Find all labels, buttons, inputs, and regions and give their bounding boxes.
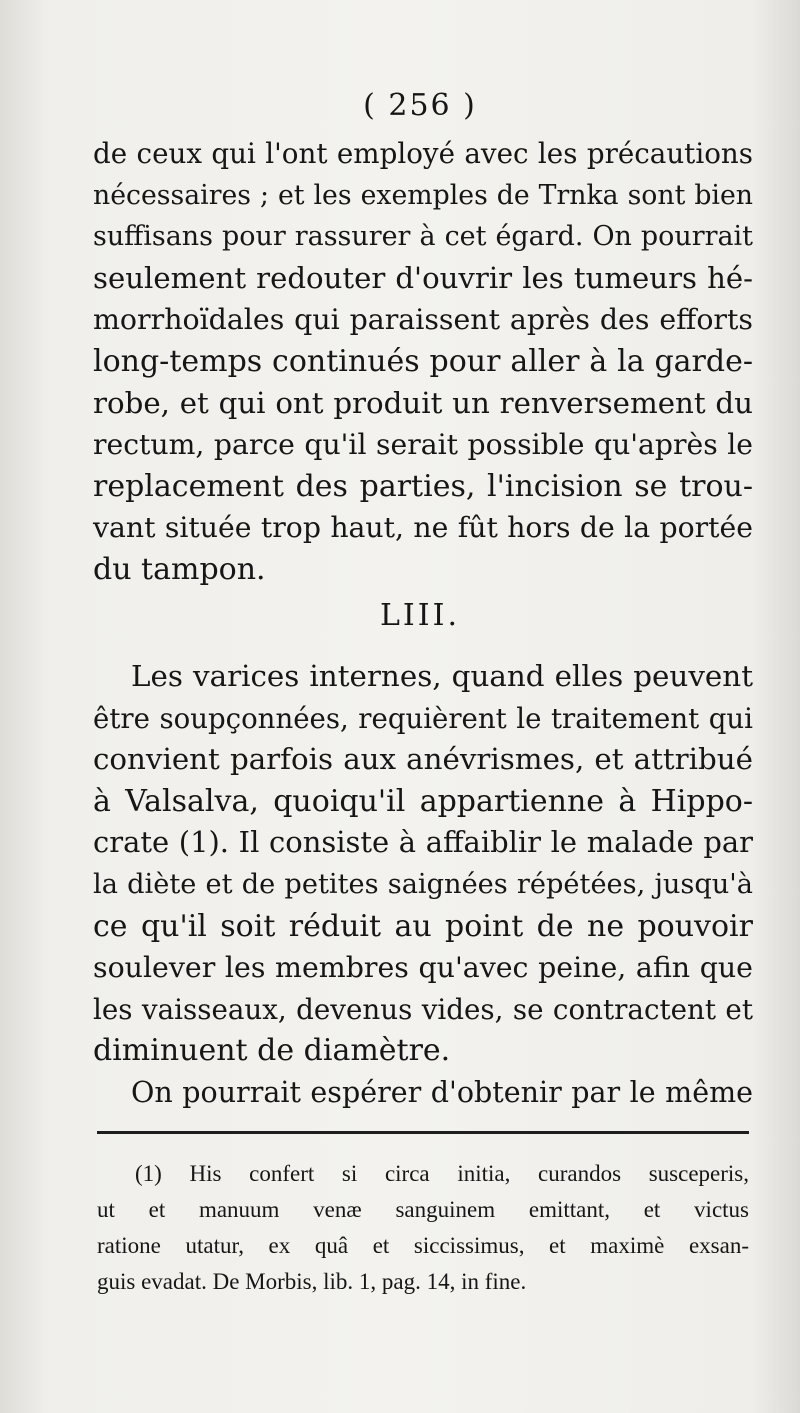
text-line: de ceux qui l'ont employé avec les précautions: [93, 137, 753, 170]
text-line: crate (1). Il consiste à affaiblir le malade par: [93, 825, 753, 860]
text-line: à Valsalva, quoiqu'il appartienne à Hippo-: [93, 783, 753, 819]
footnote-rule: [97, 1131, 749, 1134]
footnote-line: (1) His confert si circa initia, curandos susceperis,: [135, 1161, 749, 1186]
text-line: les vaisseaux, devenus vides, se contractent et: [93, 992, 753, 1026]
text-line: suffisans pour rassurer à cet égard. On pourrait: [93, 221, 753, 253]
text-line: nécessaires ; et les exemples de Trnka sont bien: [93, 179, 753, 211]
footnote-line: ut et manuum venæ sanguinem emittant, et victus: [97, 1197, 749, 1222]
footnote-line: guis evadat. De Morbis, lib. 1, pag. 14, in fine.: [97, 1269, 527, 1294]
page-number: ( 256 ): [363, 88, 477, 123]
text-line: long-temps continués pour aller à la garde-: [93, 343, 753, 379]
text-line: On pourrait espérer d'obtenir par le même: [131, 1075, 753, 1109]
text-line: seulement redouter d'ouvrir les tumeurs hé-: [93, 260, 753, 295]
text-line: vant située trop haut, ne fût hors de la portée: [93, 511, 753, 545]
footnote-line: ratione utatur, ex quâ et siccissimus, et maximè exsan-: [97, 1233, 749, 1258]
paragraph-1: [93, 133, 753, 591]
text-line: Les varices internes, quand elles peuvent: [131, 659, 753, 693]
text-line: diminuent de diamètre.: [93, 1033, 451, 1069]
text-line: morrhoïdales qui paraissent après des efforts: [93, 303, 753, 337]
section-heading: LIII.: [379, 598, 460, 633]
text-line: être soupçonnées, requièrent le traitement qui: [93, 701, 753, 735]
text-line: la diète et de petites saignées répétées, jusqu'à: [93, 868, 753, 900]
text-line: convient parfois aux anévrismes, et attribué: [93, 742, 753, 777]
text-line: du tampon.: [93, 551, 266, 587]
text-line: ce qu'il soit réduit au point de ne pouvoir: [93, 908, 753, 944]
text-line: robe, et qui ont produit un renversement du: [93, 385, 753, 420]
paragraph-2: [93, 656, 753, 1114]
text-line: soulever les membres qu'avec peine, afin que: [93, 951, 753, 985]
footnote: [97, 1156, 749, 1300]
text-line: replacement des parties, l'incision se trou-: [93, 468, 753, 504]
text-line: rectum, parce qu'il serait possible qu'après le: [93, 428, 753, 462]
